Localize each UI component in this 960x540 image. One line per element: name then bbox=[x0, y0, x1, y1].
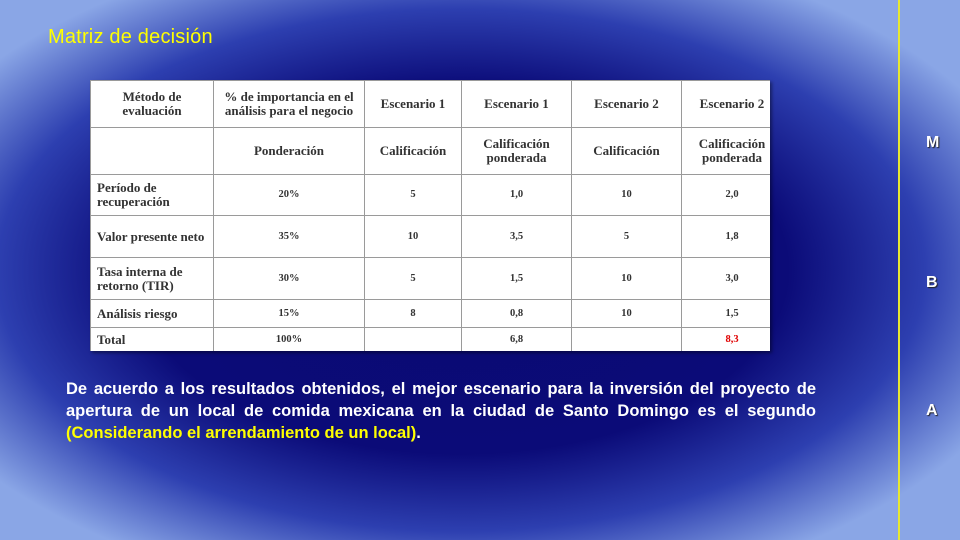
table-cell: 3,0 bbox=[682, 258, 771, 300]
table-row bbox=[91, 175, 771, 216]
header-cell: Escenario 2 bbox=[682, 81, 771, 128]
row-label: Valor presente neto bbox=[91, 216, 214, 258]
table-cell: 30% bbox=[214, 258, 365, 300]
header-cell: Método de evaluación bbox=[91, 81, 214, 128]
table-cell: 100% bbox=[214, 328, 365, 352]
table-cell: 3,5 bbox=[462, 216, 572, 258]
header-cell: Calificación ponderada bbox=[462, 128, 572, 175]
table-cell: 35% bbox=[214, 216, 365, 258]
table-cell-total-highlight: 8,3 bbox=[682, 328, 771, 352]
side-letter-m: M bbox=[926, 134, 940, 151]
table-cell: 10 bbox=[572, 300, 682, 328]
table-cell: 0,8 bbox=[462, 300, 572, 328]
table-cell: 5 bbox=[572, 216, 682, 258]
header-cell: Calificación bbox=[365, 128, 462, 175]
table-cell bbox=[365, 328, 462, 352]
header-cell: % de importancia en el análisis para el negocio bbox=[214, 81, 365, 128]
table-cell: 10 bbox=[572, 258, 682, 300]
row-label: Período de recuperación bbox=[91, 175, 214, 216]
conclusion-paragraph bbox=[66, 378, 816, 444]
table-cell: 6,8 bbox=[462, 328, 572, 352]
header-cell: Calificación ponderada bbox=[682, 128, 771, 175]
row-label: Total bbox=[91, 328, 214, 352]
table-row bbox=[91, 300, 771, 328]
row-label: Análisis riesgo bbox=[91, 300, 214, 328]
slide-title: Matriz de decisión bbox=[48, 26, 213, 48]
table-cell: 15% bbox=[214, 300, 365, 328]
row-label: Tasa interna de retorno (TIR) bbox=[91, 258, 214, 300]
header-cell: Escenario 1 bbox=[365, 81, 462, 128]
table-cell: 5 bbox=[365, 258, 462, 300]
table-cell: 1,5 bbox=[462, 258, 572, 300]
header-row-1 bbox=[91, 81, 771, 128]
table-cell bbox=[572, 328, 682, 352]
conclusion-end: . bbox=[416, 424, 421, 442]
table-cell: 10 bbox=[572, 175, 682, 216]
header-cell: Ponderación bbox=[214, 128, 365, 175]
header-cell: Escenario 1 bbox=[462, 81, 572, 128]
decision-matrix-table bbox=[90, 80, 770, 351]
table-row bbox=[91, 216, 771, 258]
conclusion-text: De acuerdo a los resultados obtenidos, el mejor escenario para la inversión del proyecto de apertura de un local de comida mexicana en la ciudad de Santo Domingo es el segundo bbox=[66, 380, 816, 420]
vertical-divider bbox=[898, 0, 900, 540]
header-row-2 bbox=[91, 128, 771, 175]
table-cell: 1,5 bbox=[682, 300, 771, 328]
header-cell bbox=[91, 128, 214, 175]
side-letter-a: A bbox=[926, 402, 938, 419]
conclusion-highlight: (Considerando el arrendamiento de un local) bbox=[66, 424, 417, 442]
table-cell: 10 bbox=[365, 216, 462, 258]
table-cell: 2,0 bbox=[682, 175, 771, 216]
table-cell: 5 bbox=[365, 175, 462, 216]
header-cell: Escenario 2 bbox=[572, 81, 682, 128]
table-cell: 20% bbox=[214, 175, 365, 216]
table-row bbox=[91, 258, 771, 300]
total-row bbox=[91, 328, 771, 352]
side-letter-b: B bbox=[926, 274, 938, 291]
table-cell: 8 bbox=[365, 300, 462, 328]
table-cell: 1,8 bbox=[682, 216, 771, 258]
header-cell: Calificación bbox=[572, 128, 682, 175]
table-cell: 1,0 bbox=[462, 175, 572, 216]
